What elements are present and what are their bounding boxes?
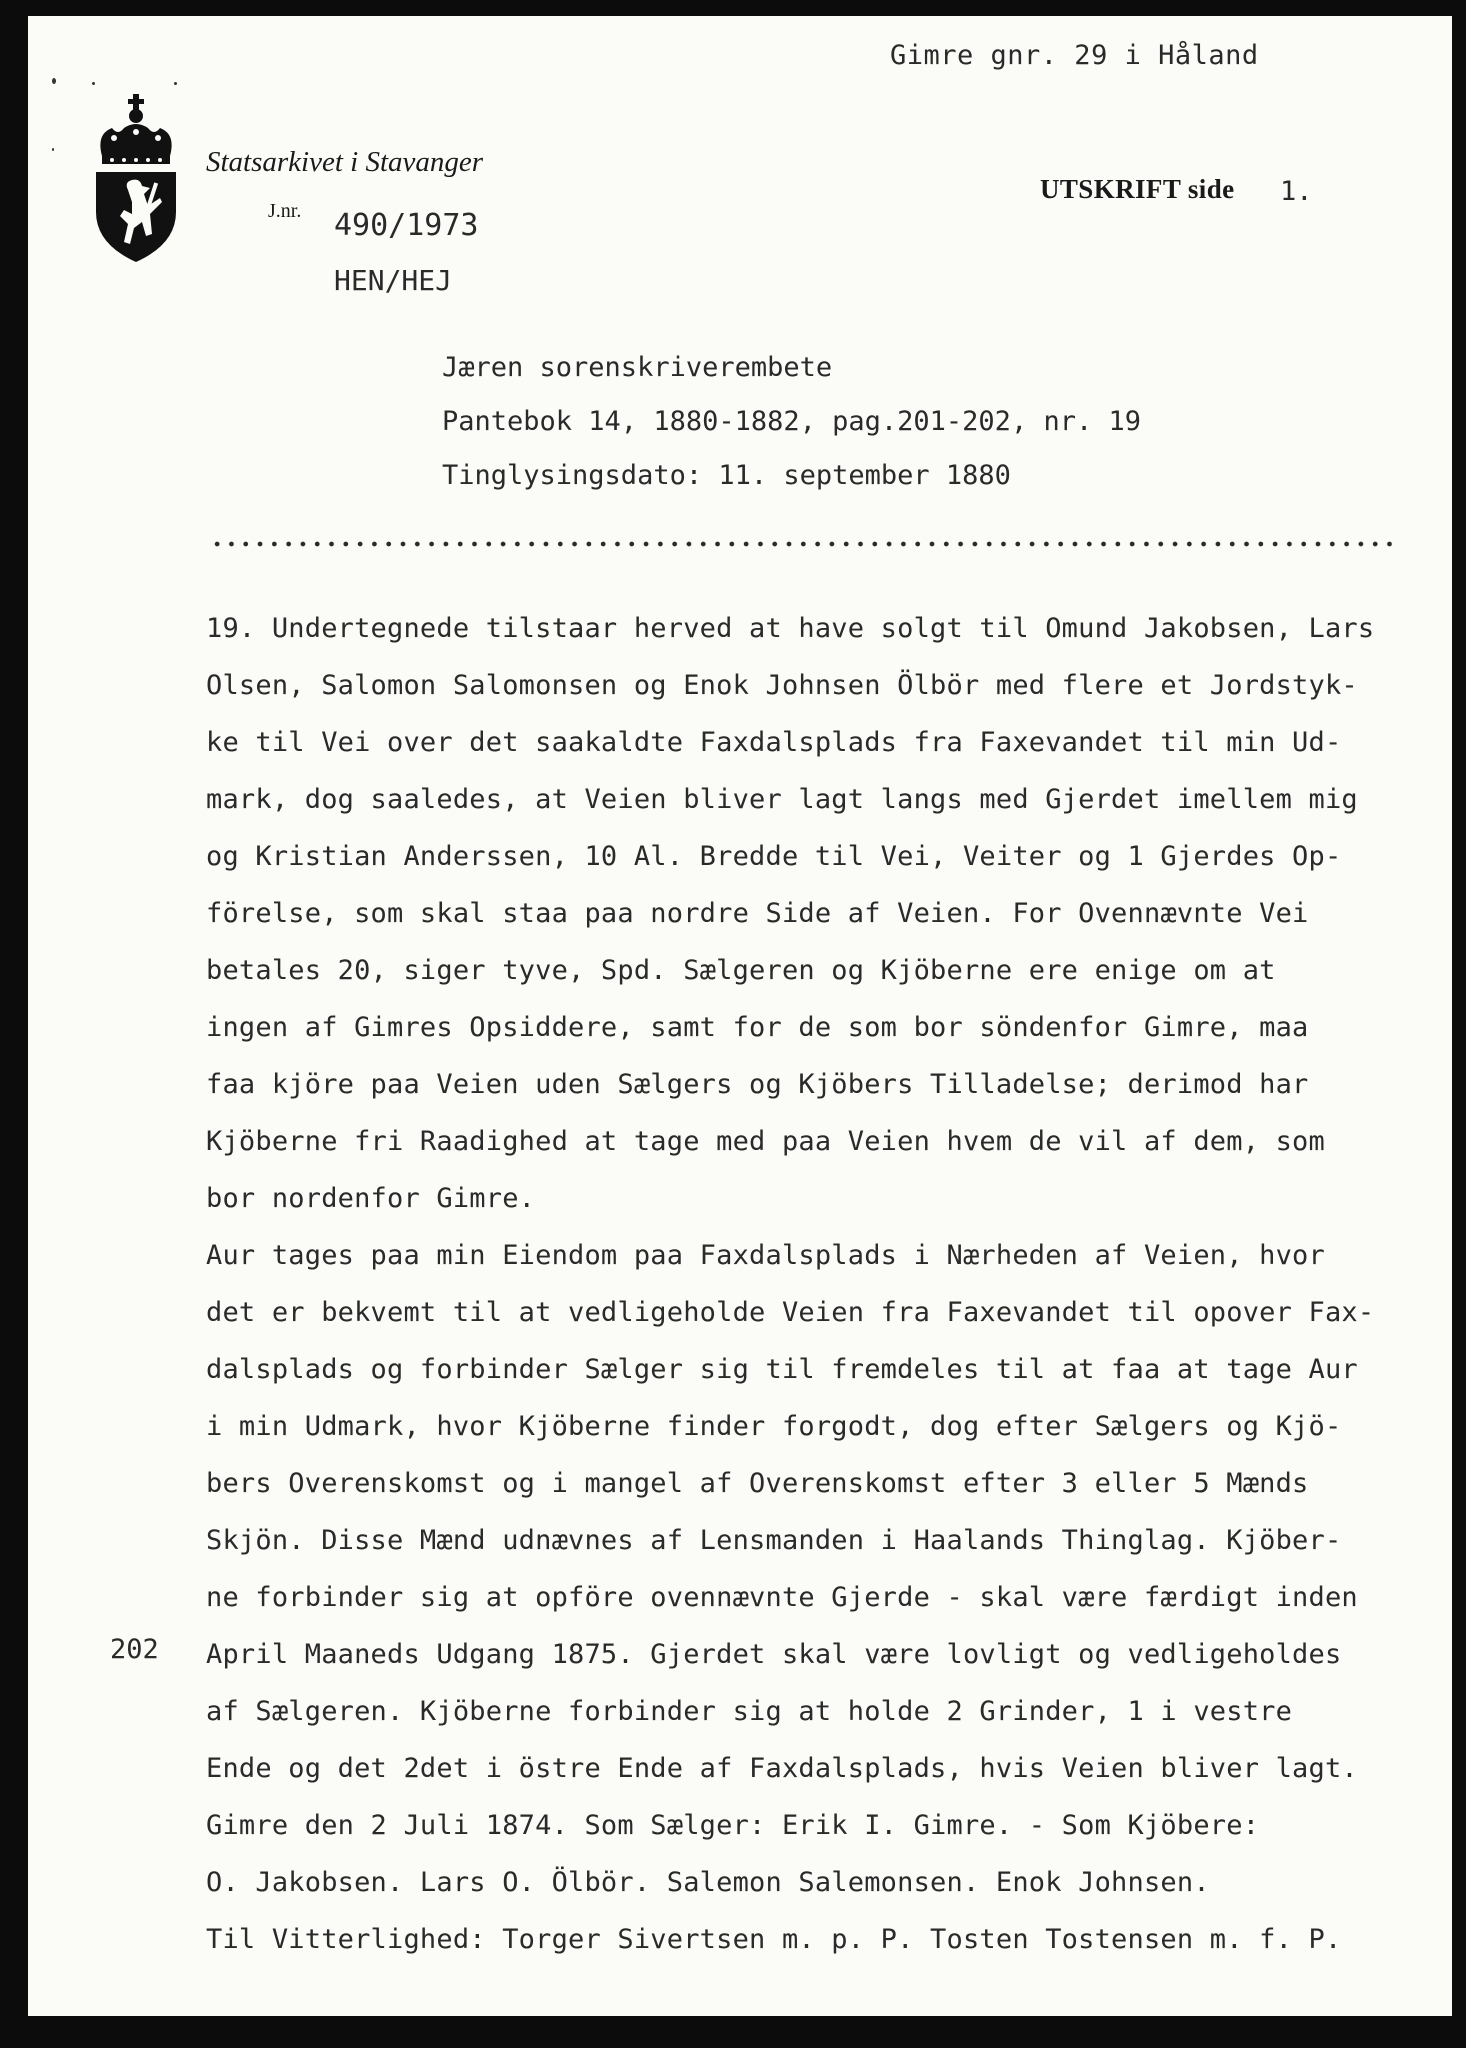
document-page xyxy=(28,16,1452,2016)
norwegian-coat-of-arms-icon xyxy=(88,94,184,266)
body-line: ingen af Gimres Opsiddere, samt for de som bor söndenfor Gimre, maa xyxy=(206,1012,1309,1043)
dotted-separator xyxy=(210,540,1400,548)
body-line: Gimre den 2 Juli 1874. Som Sælger: Erik I. Gimre. - Som Kjöbere: xyxy=(206,1810,1260,1841)
transcript-body xyxy=(206,600,1374,1968)
body-line: Olsen, Salomon Salomonsen og Enok Johnsen Ölbör med flere et Jordstyk- xyxy=(206,670,1358,701)
body-line: ne forbinder sig at opföre ovennævnte Gjerde - skal være færdigt inden xyxy=(206,1582,1358,1613)
record-date: Tinglysingsdato: 11. september 1880 xyxy=(442,460,1011,491)
body-line: i min Udmark, hvor Kjöberne finder forgodt, dog efter Sælgers og Kjö- xyxy=(206,1411,1342,1442)
utskrift-label: UTSKRIFT side xyxy=(1040,174,1235,204)
body-line: bor nordenfor Gimre. xyxy=(206,1183,536,1214)
top-reference: Gimre gnr. 29 i Håland xyxy=(890,40,1259,71)
body-line: af Sælgeren. Kjöberne forbinder sig at holde 2 Grinder, 1 i vestre xyxy=(206,1696,1293,1727)
body-line: Ende og det 2det i östre Ende af Faxdalsplads, hvis Veien bliver lagt. xyxy=(206,1753,1358,1784)
body-line: og Kristian Anderssen, 10 Al. Bredde til Vei, Veiter og 1 Gjerdes Op- xyxy=(206,841,1342,872)
body-line: det er bekvemt til at vedligeholde Veien fra Faxevandet til opover Fax- xyxy=(206,1297,1375,1328)
body-line: Til Vitterlighed: Torger Sivertsen m. p. P. Tosten Tostensen m. f. P. xyxy=(206,1924,1342,1955)
body-line: Kjöberne fri Raadighed at tage med paa Veien hvem de vil af dem, som xyxy=(206,1126,1325,1157)
body-line: faa kjöre paa Veien uden Sælgers og Kjöbers Tilladelse; derimod har xyxy=(206,1069,1309,1100)
body-line: Skjön. Disse Mænd udnævnes af Lensmanden i Haalands Thinglag. Kjöber- xyxy=(206,1525,1342,1556)
body-line: dalsplads og forbinder Sælger sig til fremdeles til at faa at tage Aur xyxy=(206,1354,1358,1385)
jnr-value: 490/1973 xyxy=(334,208,479,243)
body-line: bers Overenskomst og i mangel af Overenskomst efter 3 eller 5 Mænds xyxy=(206,1468,1309,1499)
body-line: Aur tages paa min Eiendom paa Faxdalsplads i Nærheden af Veien, hvor xyxy=(206,1240,1325,1271)
scan-speck xyxy=(174,82,177,85)
scan-speck xyxy=(52,148,54,151)
archive-name: Statsarkivet i Stavanger xyxy=(206,146,484,178)
utskrift-page: 1. xyxy=(1280,176,1313,207)
scan-speck xyxy=(52,78,56,84)
body-line: 19. Undertegnede tilstaar herved at have solgt til Omund Jakobsen, Lars xyxy=(206,613,1375,644)
initials: HEN/HEJ xyxy=(334,264,453,297)
record-office: Jæren sorenskriverembete xyxy=(442,352,833,383)
body-line: betales 20, siger tyve, Spd. Sælgeren og Kjöberne ere enige om at xyxy=(206,955,1276,986)
body-line: förelse, som skal staa paa nordre Side af Veien. For Ovennævnte Vei xyxy=(206,898,1309,929)
margin-page-number: 202 xyxy=(110,1634,159,1665)
record-source: Pantebok 14, 1880-1882, pag.201-202, nr. 19 xyxy=(442,406,1141,437)
body-line: ke til Vei over det saakaldte Faxdalsplads fra Faxevandet til min Ud- xyxy=(206,727,1342,758)
jnr-label: J.nr. xyxy=(268,200,302,222)
body-line: O. Jakobsen. Lars O. Ölbör. Salemon Salemonsen. Enok Johnsen. xyxy=(206,1867,1210,1898)
body-line: mark, dog saaledes, at Veien bliver lagt langs med Gjerdet imellem mig xyxy=(206,784,1358,815)
body-line: April Maaneds Udgang 1875. Gjerdet skal være lovligt og vedligeholdes xyxy=(206,1639,1342,1670)
scan-speck xyxy=(92,82,95,85)
